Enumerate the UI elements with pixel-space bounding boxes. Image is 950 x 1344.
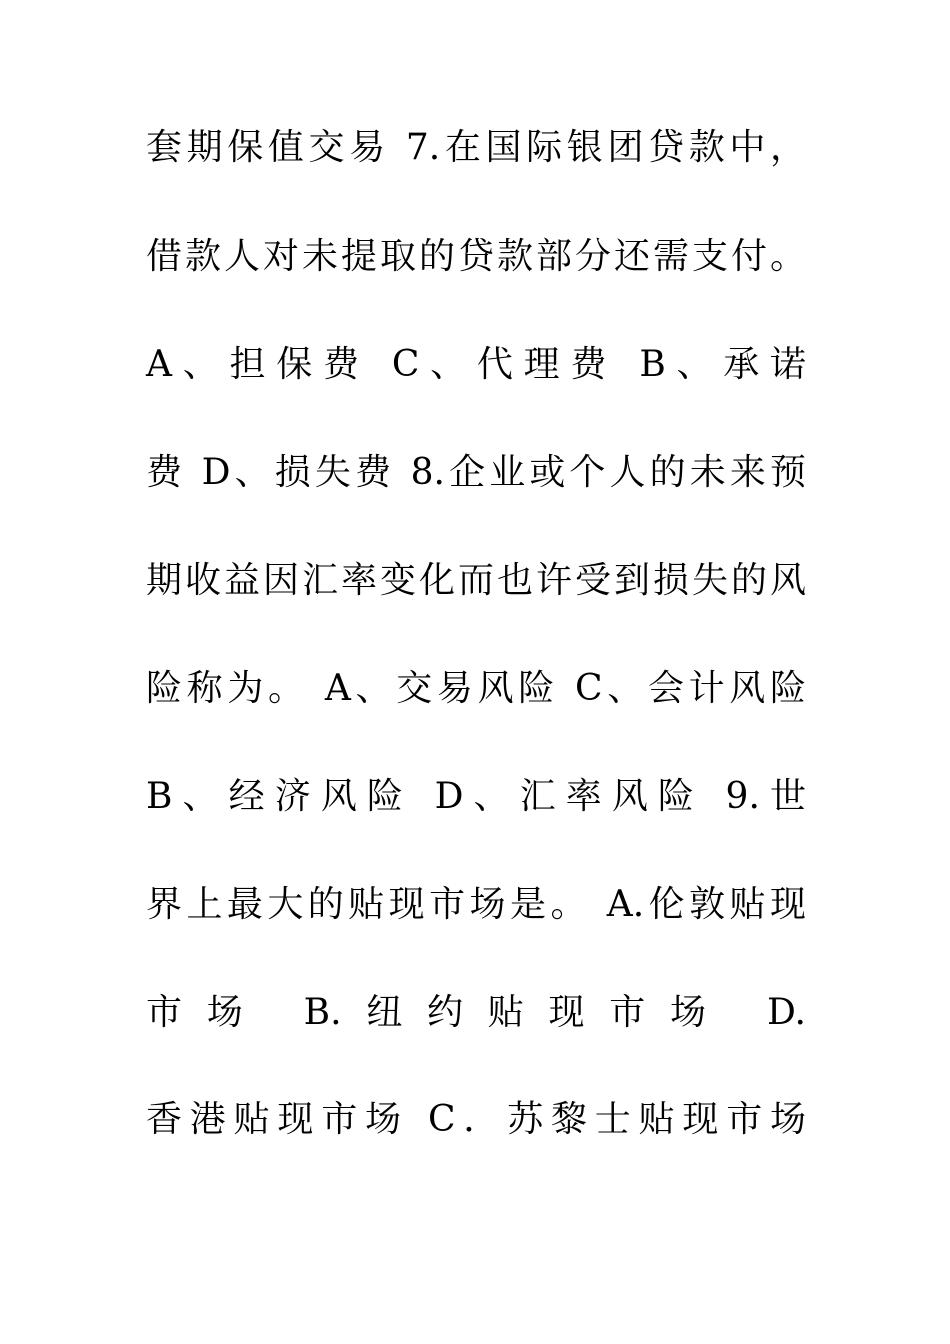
text-line-8: 界上最大的贴现市场是。 A.伦敦贴现 [146,884,806,925]
text-line-5: 期收益因汇率变化而也许受到损失的风 [146,560,806,601]
text-line-9: 市场 B.纽约贴现市场 D. [146,992,806,1033]
text-line-6: 险称为。 A、交易风险 C、会计风险 [146,668,806,709]
text-line-10: 香港贴现市场 C．苏黎士贴现市场 [146,1099,806,1140]
text-line-2: 借款人对未提取的贷款部分还需支付。 [146,236,806,277]
text-line-7: B、经济风险 D、汇率风险 9.世 [146,776,806,817]
text-line-4: 费 D、损失费 8.企业或个人的未来预 [146,452,806,493]
text-line-3: A、担保费 C、代理费 B、承诺 [146,344,806,385]
text-line-1: 套期保值交易 7.在国际银团贷款中， [146,127,806,168]
